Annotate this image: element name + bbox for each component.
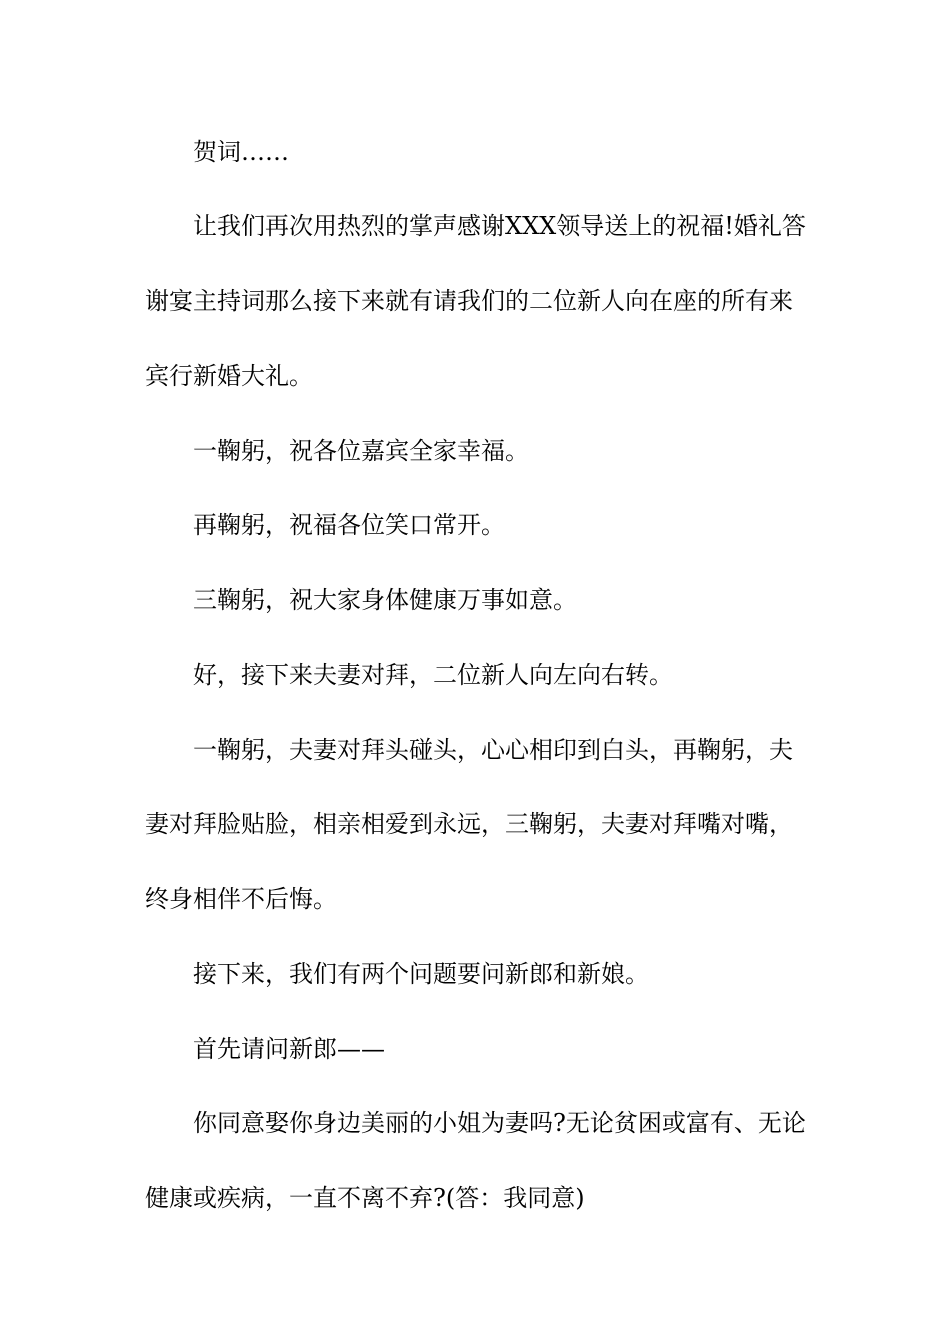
paragraph-line: 贺词……	[193, 138, 289, 166]
paragraph-line: 终身相伴不后悔。	[145, 885, 337, 913]
paragraph-line: 你同意娶你身边美丽的小姐为妻吗?无论贫困或富有、无论	[193, 1109, 806, 1137]
paragraph-line: 三鞠躬，祝大家身体健康万事如意。	[193, 586, 577, 614]
paragraph-line: 谢宴主持词那么接下来就有请我们的二位新人向在座的所有来	[145, 287, 793, 315]
paragraph-line: 健康或疾病，一直不离不弃?(答：我同意)	[145, 1184, 585, 1212]
paragraph-line: 一鞠躬，祝各位嘉宾全家幸福。	[193, 437, 529, 465]
paragraph-line: 好，接下来夫妻对拜，二位新人向左向右转。	[193, 661, 673, 689]
paragraph-line: 一鞠躬，夫妻对拜头碰头，心心相印到白头，再鞠躬，夫	[193, 736, 793, 764]
paragraph-line: 宾行新婚大礼。	[145, 362, 313, 390]
paragraph-line: 接下来，我们有两个问题要问新郎和新娘。	[193, 960, 649, 988]
paragraph-line: 再鞠躬，祝福各位笑口常开。	[193, 511, 505, 539]
paragraph-line: 妻对拜脸贴脸，相亲相爱到永远，三鞠躬，夫妻对拜嘴对嘴，	[145, 810, 793, 838]
paragraph-line: 让我们再次用热烈的掌声感谢XXX领导送上的祝福!婚礼答	[193, 212, 806, 240]
paragraph-line: 首先请问新郎——	[193, 1035, 385, 1063]
